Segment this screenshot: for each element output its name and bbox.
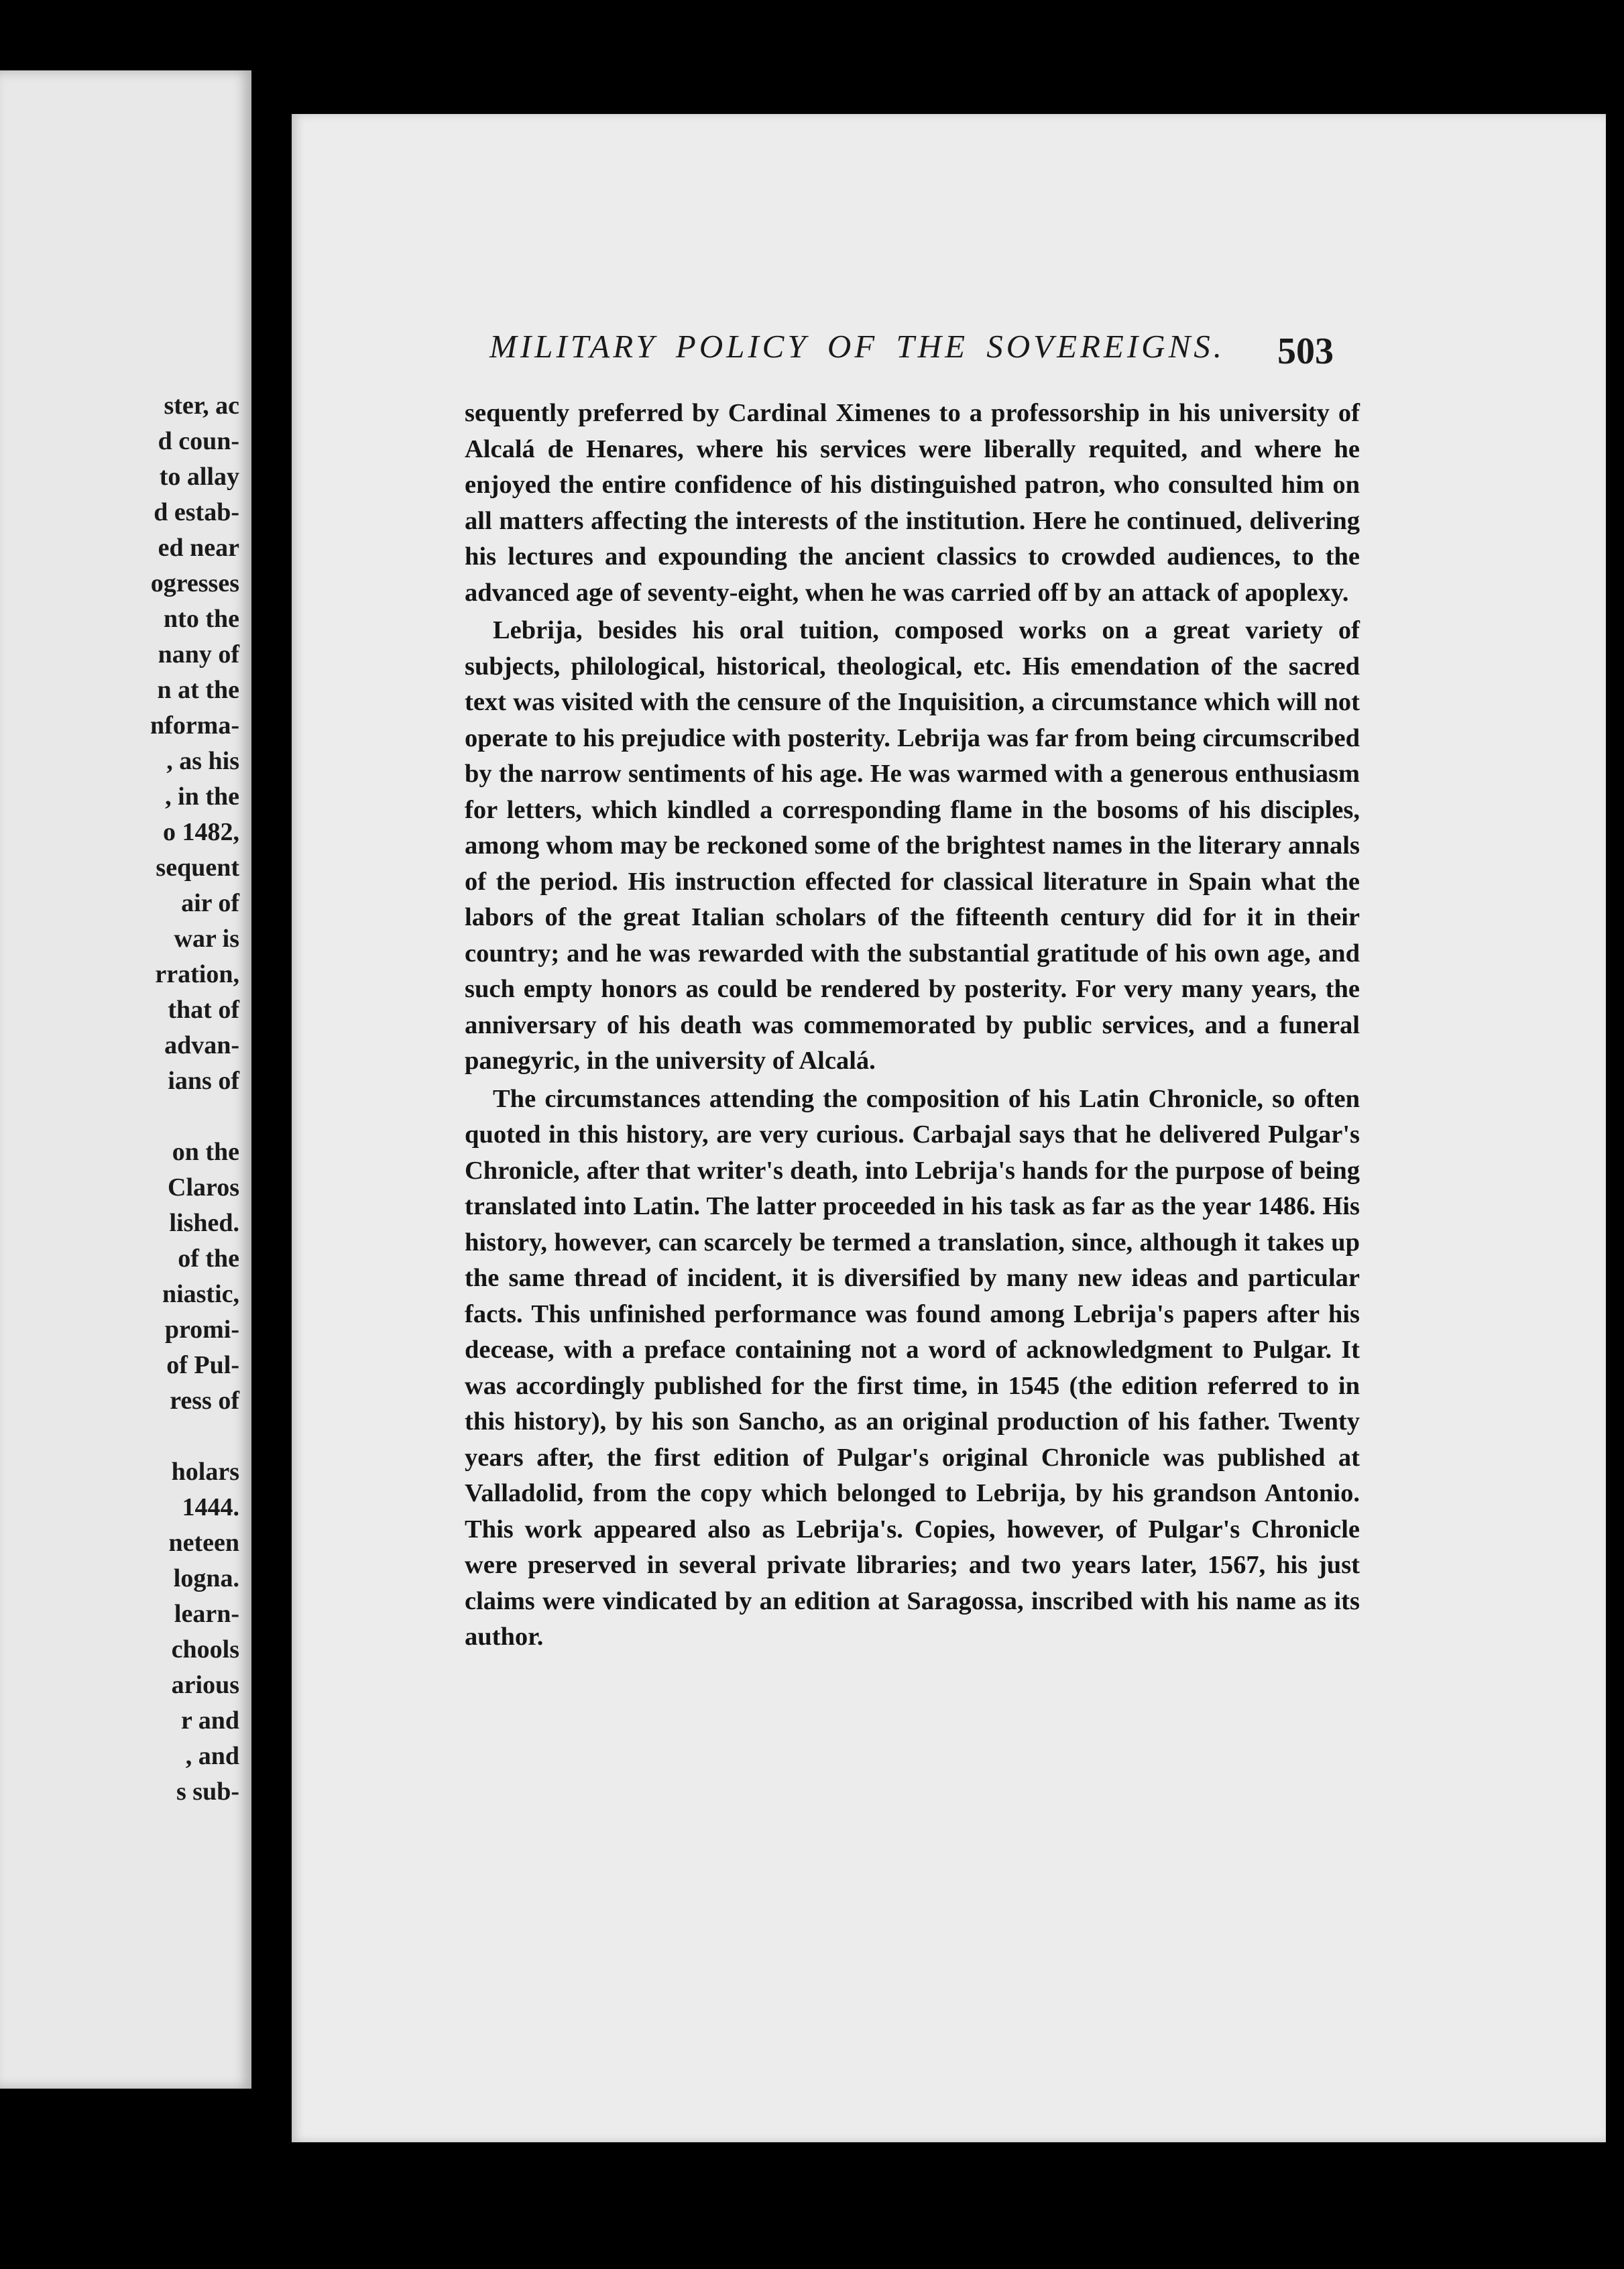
running-head: MILITARY POLICY OF THE SOVEREIGNS. [489, 328, 1226, 365]
previous-page-line-fragment: neteen [168, 1529, 239, 1557]
previous-page-line-fragment: of Pul- [166, 1351, 239, 1379]
previous-page-line-fragment: , and [185, 1742, 239, 1770]
previous-page-line-fragment: war is [174, 925, 239, 953]
previous-page-line-fragment: lished. [169, 1209, 239, 1237]
paragraph-2: Lebrija, besides his oral tuition, composed works on a great variety of subjects, philological, historical, theological, etc. His emendation of the sacred text was visited with the censure of the Inquisition, a circumstance which will not operate to his prejudice with posterity. Lebrija was far from being circumscribed by the narrow sentiments of his age. He was warmed with a generous enthusiasm for letters, which kindled a corresponding flame in the bosoms of his disciples, among whom may be reckoned some of the brightest names in the literary annals of the period. His instruction effected for classical literature in Spain what the labors of the great Italian scholars of the fifteenth century did for it in their country; and he was rewarded with the substantial gratitude of his own age, and such empty honors as could be rendered by posterity. For very many years, the anniversary of his death was commemorated by public services, and a funeral panegyric, in the university of Alcalá. [465, 616, 1360, 1075]
previous-page-line-fragment: ians of [168, 1067, 239, 1095]
previous-page-line-fragment: nto the [164, 605, 239, 633]
previous-page-line-fragment: ster, ac [164, 392, 239, 420]
previous-page-line-fragment: nforma- [150, 711, 239, 740]
previous-page-line-fragment: ed near [158, 534, 239, 562]
previous-page-line-fragment: that of [168, 996, 239, 1024]
previous-page-line-fragment: niastic, [162, 1280, 239, 1308]
page-number: 503 [1277, 331, 1334, 372]
previous-page-line-fragment: of the [178, 1244, 239, 1273]
previous-page-line-fragment: s sub- [176, 1778, 239, 1806]
previous-page-line-fragment: ogresses [150, 569, 239, 597]
previous-page-line-fragment: sequent [156, 854, 239, 882]
current-page [292, 114, 1606, 2142]
previous-page-line-fragment: learn- [174, 1600, 239, 1628]
previous-page-line-fragment: Claros [168, 1173, 239, 1202]
previous-page-line-fragment: to allay [159, 463, 239, 491]
previous-page-line-fragment: chools [171, 1635, 239, 1664]
body-text [465, 396, 1360, 1657]
previous-page-line-fragment: o 1482, [163, 818, 239, 846]
previous-page-line-fragment: r and [181, 1706, 239, 1735]
previous-page-line-fragment: on the [172, 1138, 239, 1166]
previous-page-line-fragment: ress of [170, 1387, 239, 1415]
previous-page-line-fragment: air of [181, 889, 239, 917]
previous-page-line-fragment: nany of [158, 640, 239, 668]
previous-page-line-fragment: n at the [157, 676, 239, 704]
previous-page-line-fragment: logna. [173, 1564, 239, 1592]
previous-page-line-fragment: , as his [166, 747, 239, 775]
previous-page-line-fragment: rration, [155, 960, 239, 988]
previous-page-line-fragment: , in the [165, 782, 239, 811]
paragraph-1: sequently preferred by Cardinal Ximenes to a professorship in his university of Alcalá de Henares, where his services were liberally requited, and where he enjoyed the entire confidence of his distinguished patron, who consulted him on all matters affecting the interests of the institution. Here he continued, delivering his lectures and expounding the ancient classics to crowded audiences, to the advanced age of seventy-eight, when he was carried off by an attack of apoplexy. [465, 399, 1360, 607]
previous-page-line-fragment: d estab- [154, 498, 239, 526]
previous-page-line-fragment: arious [171, 1671, 239, 1699]
paragraph-3: The circumstances attending the composition of his Latin Chronicle, so often quoted in this history, are very curious. Carbajal says that he delivered Pulgar's Chronicle, after that writer's death, into Lebrija's hands for the purpose of being translated into Latin. The latter proceeded in his task as far as the year 1486. His history, however, can scarcely be termed a translation, since, although it takes up the same thread of incident, it is diversified by many new ideas and particular facts. This unfinished performance was found among Lebrija's papers after his decease, with a preface containing not a word of acknowledgment to Pulgar. It was accordingly published for the first time, in 1545 (the edition referred to in this history), by his son Sancho, as an original production of his father. Twenty years after, the first edition of Pulgar's original Chronicle was published at Valladolid, from the copy which belonged to Lebrija, by his grandson Antonio. This work appeared also as Lebrija's. Copies, however, of Pulgar's Chronicle were preserved in several private libraries; and two years later, 1567, his just claims were vindicated by an edition at Saragossa, inscribed with his name as its author. [465, 1084, 1360, 1651]
previous-page [0, 70, 251, 2089]
previous-page-line-fragment: promi- [164, 1316, 239, 1344]
previous-page-line-fragment: advan- [164, 1031, 239, 1059]
previous-page-line-fragment: d coun- [158, 427, 239, 455]
previous-page-line-fragment: holars [171, 1458, 239, 1486]
previous-page-line-fragment: 1444. [182, 1493, 239, 1521]
